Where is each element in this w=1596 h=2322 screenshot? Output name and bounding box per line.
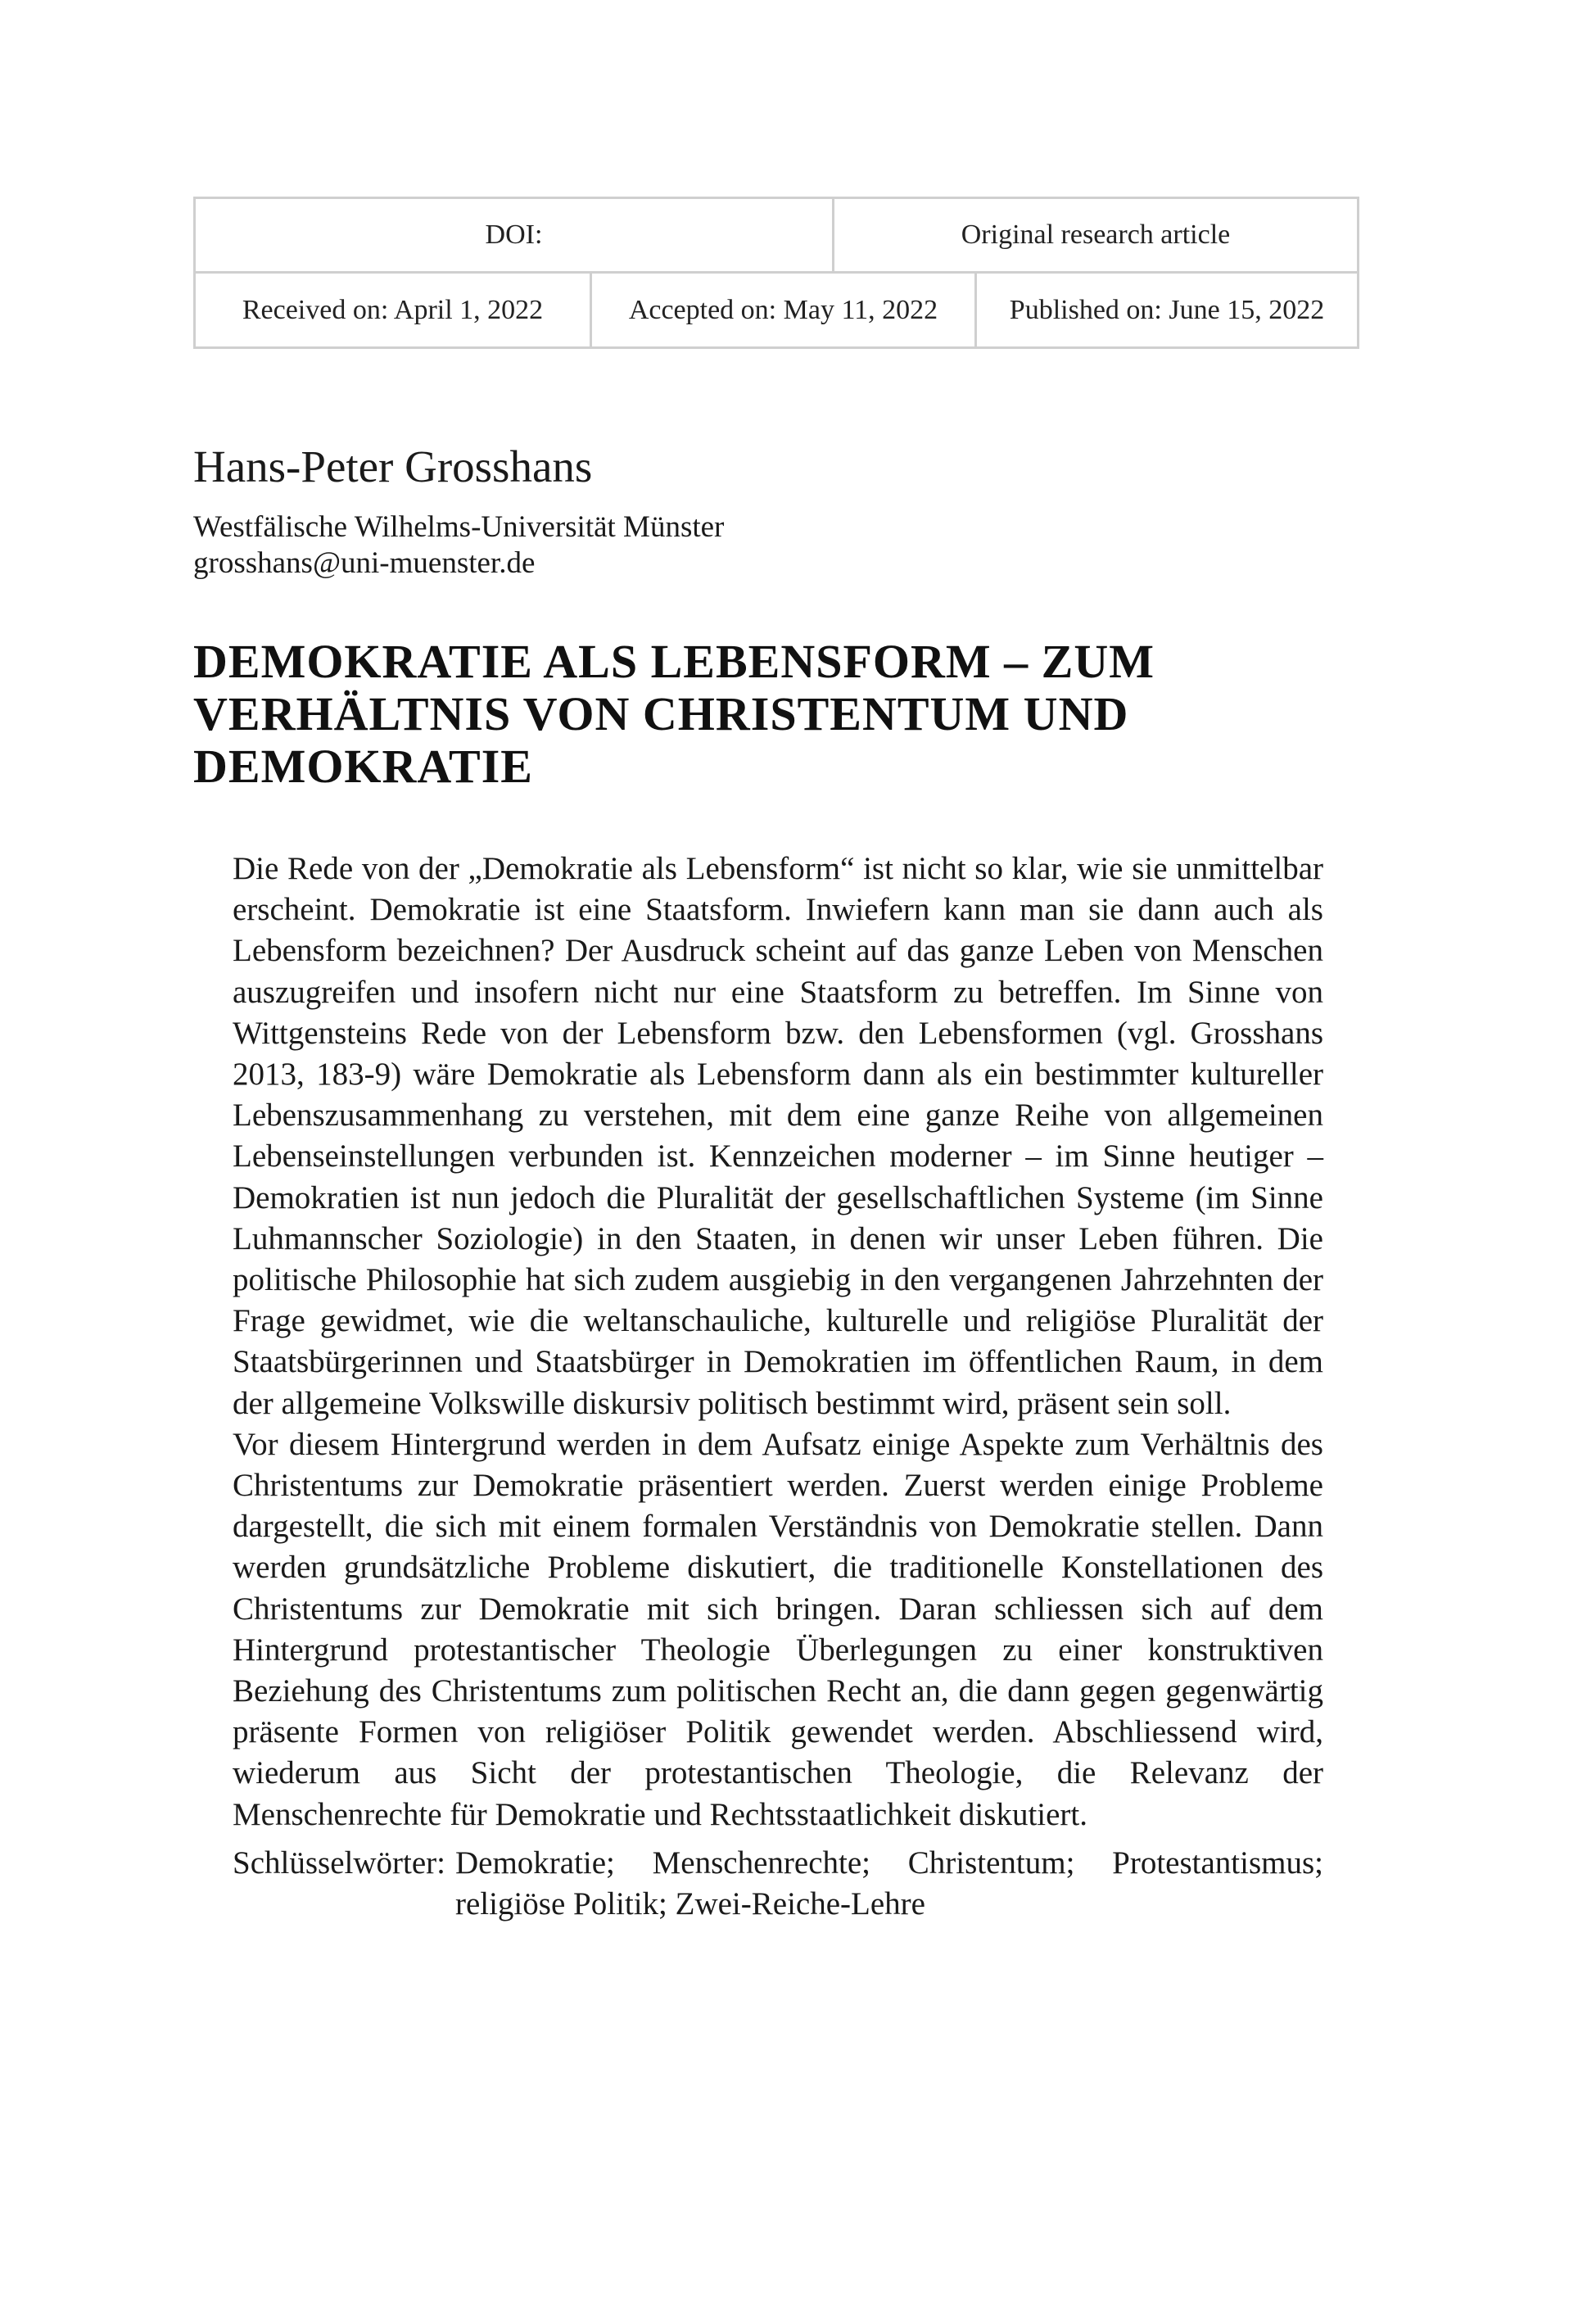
author-affiliation: Westfälische Wilhelms-Universität Münster [193, 510, 725, 544]
abstract-paragraph-1: Die Rede von der „Demokratie als Lebensform“ ist nicht so klar, wie sie unmittelbar erscheint. Demokratie ist eine Staatsform. Inwiefern kann man sie dann auch als Lebensform bezeichnen? Der Ausdruck scheint auf das ganze Leben von Menschen auszugreifen und insofern nicht nur eine Staatsform zu betreffen. Im Sinne von Wittgensteins Rede von der Lebensform bzw. den Lebensformen (vgl. Grosshans 2013, 183-9) wäre Demokratie als Lebensform dann als ein bestimmter kultureller Lebenszusammenhang zu verstehen, mit dem eine ganze Reihe von allgemeinen Lebenseinstellungen verbunden ist. Kennzeichen moderner – im Sinne heutiger – Demokratien ist nun jedoch die Pluralität der gesellschaftlichen Systeme (im Sinne Luhmannscher Soziologie) in den Staaten, in denen wir unser Leben führen. Die politische Philosophie hat sich zudem ausgiebig in den vergangenen Jahrzehnten der Frage gewidmet, wie die weltanschauliche, kulturelle und religiöse Pluralität der Staatsbürgerinnen und Staatsbürger in Demokratien im öffentlichen Raum, in dem der allgemeine Volkswille diskursiv politisch bestimmt wird, präsent sein soll. [233, 851, 1323, 1421]
abstract-paragraph-2: Vor diesem Hintergrund werden in dem Aufsatz einige Aspekte zum Verhältnis des Christentums zur Demokratie präsentiert werden. Zuerst werden einige Probleme dargestellt, die sich mit einem formalen Verständnis von Demokratie stellen. Dann werden grundsätzliche Probleme diskutiert, die traditionelle Konstellationen des Christentums zur Demokratie mit sich bringen. Daran schliessen sich auf dem Hintergrund protestantischer Theologie Überlegungen zu einer konstruktiven Beziehung des Christentums zum politischen Recht an, die dann gegen gegenwärtig präsente Formen von religiöser Politik gewendet werden. Abschliessend wird, wiederum aus Sicht der protestantischen Theologie, die Relevanz der Menschenrechte für Demokratie und Rechtsstaatlichkeit diskutiert. [233, 1426, 1323, 1832]
published-date-cell: Published on: June 15, 2022 [1009, 294, 1325, 325]
meta-row-top [196, 199, 1357, 274]
doi-cell: DOI: [196, 199, 834, 271]
keywords [233, 1843, 1323, 1925]
received-date-cell: Received on: April 1, 2022 [196, 274, 592, 346]
article-title: DEMOKRATIE ALS LEBENSFORM – ZUM VERHÄLTNIS VON CHRISTENTUM UND DEMOKRATIE [193, 635, 1155, 793]
author-affiliation-block [193, 509, 724, 582]
accepted-date-cell: Accepted on: May 11, 2022 [592, 274, 977, 346]
keywords-list: Demokratie; Menschenrechte; Christentum; Protestantismus; religiöse Politik; Zwei-Reiche-Lehre [454, 1845, 1323, 1921]
abstract [233, 849, 1323, 1835]
author-name: Hans-Peter Grosshans [193, 441, 593, 491]
article-type-cell: Original research article [961, 220, 1231, 250]
meta-row-dates [196, 274, 1357, 346]
article-meta-table [193, 197, 1359, 349]
keywords-label: Schlüsselwörter: [233, 1845, 445, 1881]
author-email: grosshans@uni-muenster.de [193, 546, 536, 580]
